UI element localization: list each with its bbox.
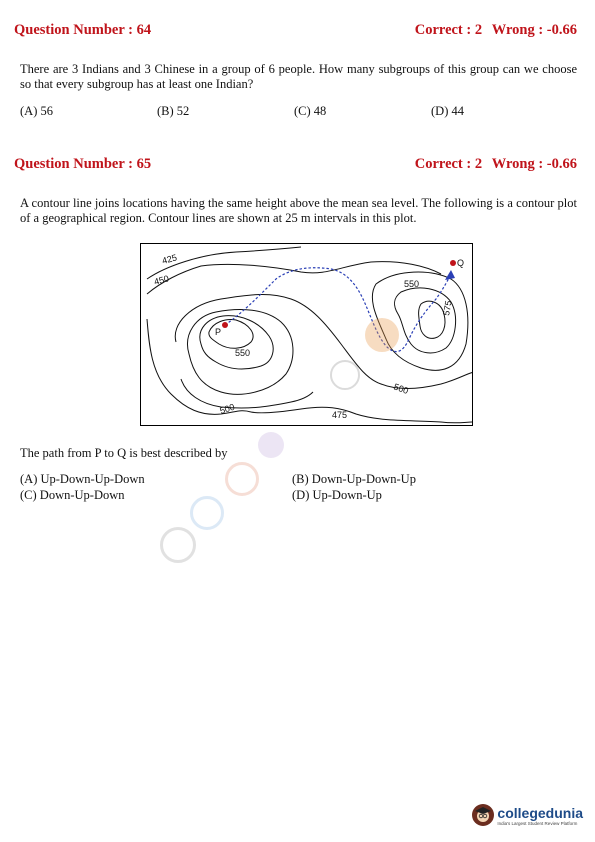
label-500-bottom: 500 xyxy=(218,401,236,416)
label-425: 425 xyxy=(160,252,179,266)
question-64-header xyxy=(14,22,577,39)
brand-tagline: India's Largest Student Review Platform xyxy=(497,820,578,826)
question-64-option-c: (C) 48 xyxy=(294,104,327,118)
question-64-option-b: (B) 52 xyxy=(157,104,190,118)
label-500-right: 500 xyxy=(392,381,410,397)
question-64-correct: Correct : 2 xyxy=(414,22,483,38)
question-65-stem: The path from P to Q is best described by xyxy=(20,446,228,460)
question-65-correct: Correct : 2 xyxy=(414,156,483,172)
contour-plot xyxy=(140,243,473,426)
watermark-stamp xyxy=(330,360,360,390)
question-64-text: There are 3 Indians and 3 Chinese in a group of 6 people. How many subgroups of this group can we choose so that every subgroup has at least one Indian? xyxy=(20,62,577,91)
question-65-option-b: (B) Down-Up-Down-Up xyxy=(292,472,416,486)
label-550-right: 550 xyxy=(404,279,420,289)
contour-line-550-left xyxy=(200,316,273,369)
watermark-stamp xyxy=(365,318,399,352)
question-64-options xyxy=(20,104,577,119)
question-64-wrong: Wrong : -0.66 xyxy=(491,22,577,38)
question-65-marking xyxy=(409,156,577,173)
question-65-option-c: (C) Down-Up-Down xyxy=(20,488,125,502)
question-64-option-d: (D) 44 xyxy=(431,104,464,118)
question-65-option-a: (A) Up-Down-Up-Down xyxy=(20,472,145,486)
question-65-wrong: Wrong : -0.66 xyxy=(491,156,577,172)
label-475: 475 xyxy=(332,410,348,420)
question-64-option-a: (A) 56 xyxy=(20,104,53,118)
contour-line-450 xyxy=(147,262,441,294)
contour-line-500-mid xyxy=(175,294,473,388)
label-p: P xyxy=(215,327,222,337)
point-p-marker xyxy=(222,322,228,328)
watermark-stamp xyxy=(190,496,224,530)
question-65-text: A contour line joins locations having the same height above the mean sea level. The following is a contour plot of a geographical region. Contour lines are shown at 25 m intervals in this plot. xyxy=(20,196,577,225)
question-65-header xyxy=(14,156,577,173)
question-65-options-left xyxy=(20,471,145,503)
watermark-stamp xyxy=(225,462,259,496)
point-q-marker xyxy=(450,260,456,266)
collegedunia-logo-icon xyxy=(472,804,494,826)
question-65-options-right xyxy=(292,471,416,503)
label-450: 450 xyxy=(152,273,171,287)
label-575: 575 xyxy=(441,299,454,317)
collegedunia-brand xyxy=(472,804,583,826)
brand-name: collegedunia xyxy=(497,804,583,821)
contour-line-475-east xyxy=(251,407,473,423)
label-550-left: 550 xyxy=(235,348,251,358)
label-q: Q xyxy=(457,258,465,268)
path-arrowhead xyxy=(445,270,455,280)
contour-line-550-right xyxy=(395,288,456,353)
question-64-title: Question Number : 64 xyxy=(14,22,152,38)
contour-line-575-right xyxy=(419,301,445,338)
question-64-marking xyxy=(409,22,577,39)
question-65-option-d: (D) Up-Down-Up xyxy=(292,488,382,502)
question-65-title: Question Number : 65 xyxy=(14,156,152,172)
watermark-stamp xyxy=(160,527,196,563)
